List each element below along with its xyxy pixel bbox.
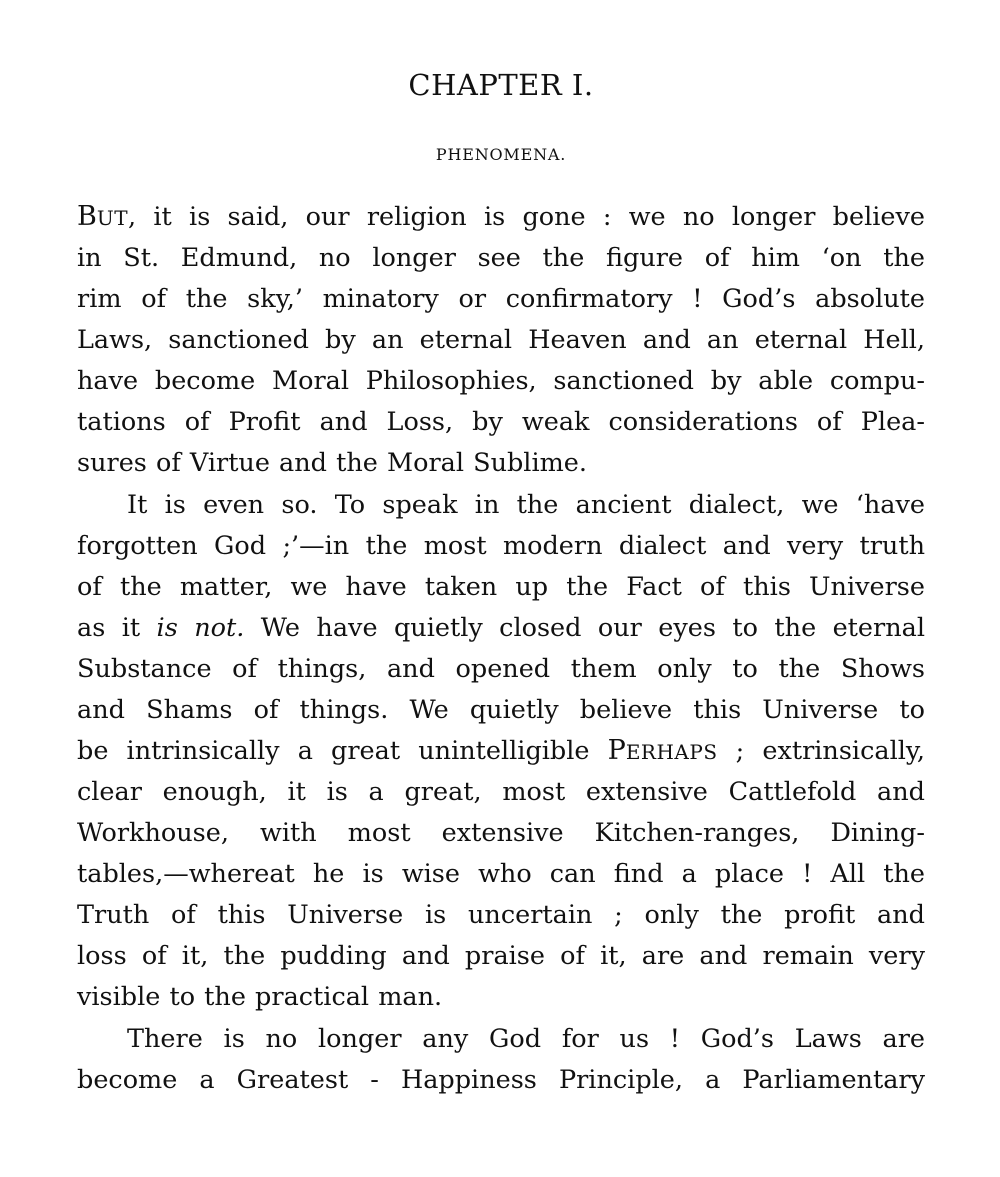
text-line: loss of it, the pudding and praise of it, are and remain very [77, 941, 925, 971]
text-line: clear enough, it is a great, most extensive Cattlefold and [77, 777, 925, 807]
text-line: forgotten God ;’—in the most modern dialect and very truth [77, 531, 925, 561]
text-line: have become Moral Philosophies, sanctioned by able compu- [77, 366, 925, 396]
text-line: tations of Profit and Loss, by weak considerations of Plea- [77, 407, 925, 437]
small-caps-run: ERHAPS [625, 740, 718, 764]
text-line: It is even so. To speak in the ancient dialect, we ‘have [127, 490, 925, 520]
section-title: PHENOMENA. [435, 145, 567, 164]
text-line: visible to the practical man. [77, 982, 443, 1012]
text-line: There is no longer any God for us ! God’s Laws are [127, 1024, 925, 1054]
drop-small-cap: B [77, 201, 97, 232]
italic-emphasis: is not. [156, 613, 245, 643]
text-line: sures of Virtue and the Moral Sublime. [77, 448, 587, 478]
small-caps-run: UT [96, 206, 129, 230]
text-line: Workhouse, with most extensive Kitchen-ranges, Dining- [77, 818, 925, 848]
text-line: BUT, it is said, our religion is gone : we no longer believe [77, 201, 925, 232]
text-line: in St. Edmund, no longer see the figure of him ‘on the [77, 243, 925, 273]
text-line: Truth of this Universe is uncertain ; only the profit and [77, 900, 925, 930]
text-line: and Shams of things. We quietly believe this Universe to [77, 695, 925, 725]
text-line: Laws, sanctioned by an eternal Heaven and an eternal Hell, [77, 325, 925, 355]
chapter-title: CHAPTER I. [408, 68, 594, 102]
text-line: Substance of things, and opened them only to the Shows [77, 654, 925, 684]
small-caps-initial: P [607, 735, 626, 766]
text-line: as it is not. We have quietly closed our eyes to the eternal [77, 613, 925, 643]
text-line: rim of the sky,’ minatory or confirmatory ! God’s absolute [77, 284, 925, 314]
text-line: tables,—whereat he is wise who can find a place ! All the [77, 859, 925, 889]
text-line: be intrinsically a great unintelligible PERHAPS ; extrinsically, [77, 735, 926, 766]
text-line: become a Greatest - Happiness Principle, a Parliamentary [77, 1065, 925, 1095]
text-line: of the matter, we have taken up the Fact of this Universe [77, 572, 925, 602]
